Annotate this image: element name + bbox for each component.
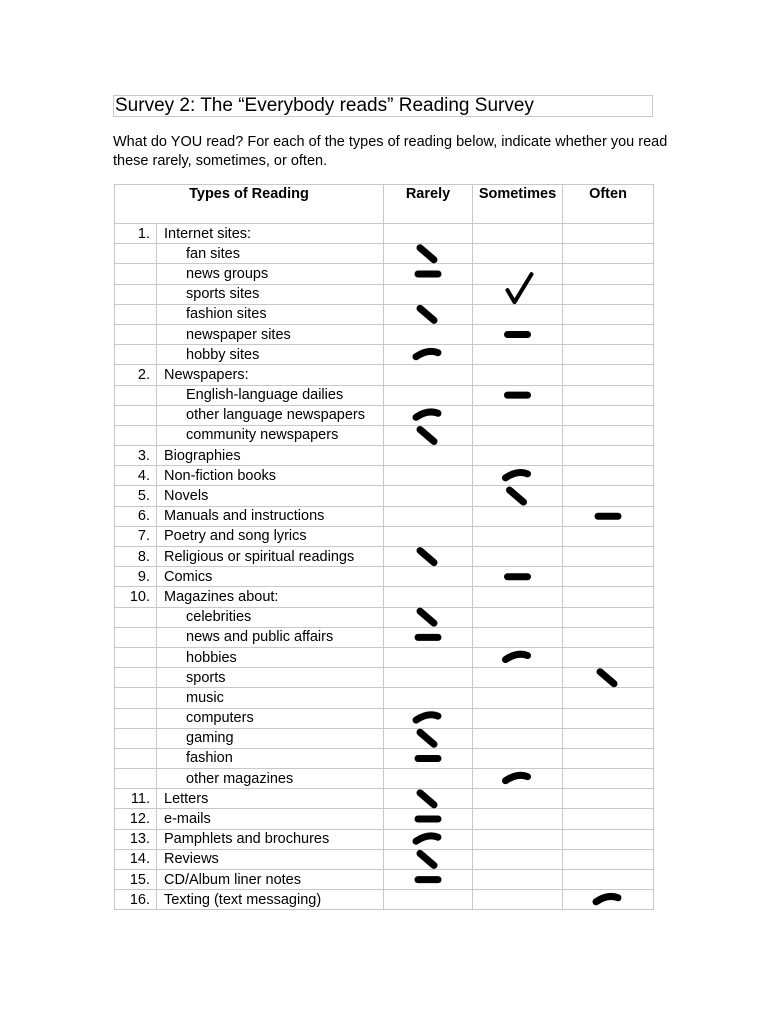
survey-row bbox=[115, 345, 654, 365]
rarely-cell[interactable] bbox=[384, 668, 473, 688]
reading-type-label: fashion bbox=[157, 748, 384, 768]
often-cell[interactable] bbox=[563, 587, 654, 607]
reading-type-label: news and public affairs bbox=[157, 627, 384, 647]
reading-type-label: computers bbox=[157, 708, 384, 728]
rarely-cell[interactable] bbox=[384, 365, 473, 385]
reading-type-label: Magazines about: bbox=[157, 587, 384, 607]
survey-title: Survey 2: The “Everybody reads” Reading Survey bbox=[113, 95, 653, 117]
reading-type-label: news groups bbox=[157, 264, 384, 284]
rarely-cell[interactable] bbox=[384, 627, 473, 647]
often-cell[interactable] bbox=[563, 668, 654, 688]
often-cell[interactable] bbox=[563, 829, 654, 849]
sometimes-cell[interactable] bbox=[473, 244, 563, 264]
reading-type-label: fan sites bbox=[157, 244, 384, 264]
sometimes-cell[interactable] bbox=[473, 486, 563, 506]
header-sometimes bbox=[473, 185, 563, 224]
reading-type-label: Comics bbox=[157, 567, 384, 587]
survey-row bbox=[115, 567, 654, 587]
sometimes-cell[interactable] bbox=[473, 446, 563, 466]
rarely-cell[interactable] bbox=[384, 688, 473, 708]
reading-type-label: hobbies bbox=[157, 647, 384, 667]
reading-type-label: other language newspapers bbox=[157, 405, 384, 425]
sometimes-cell[interactable] bbox=[473, 668, 563, 688]
sometimes-cell[interactable] bbox=[473, 224, 563, 244]
rarely-cell[interactable] bbox=[384, 748, 473, 768]
reading-type-label: Reviews bbox=[157, 849, 384, 869]
row-number bbox=[115, 345, 157, 365]
survey-row bbox=[115, 425, 654, 445]
sometimes-cell[interactable] bbox=[473, 849, 563, 869]
often-cell[interactable] bbox=[563, 769, 654, 789]
row-number bbox=[115, 284, 157, 304]
reading-type-label: Religious or spiritual readings bbox=[157, 547, 384, 567]
sometimes-cell[interactable] bbox=[473, 526, 563, 546]
row-number: 2. bbox=[115, 365, 157, 385]
sometimes-cell[interactable] bbox=[473, 809, 563, 829]
row-number bbox=[115, 627, 157, 647]
header-often: Often bbox=[563, 185, 654, 224]
survey-row bbox=[115, 324, 654, 344]
often-cell[interactable] bbox=[563, 466, 654, 486]
reading-type-label: sports sites bbox=[157, 284, 384, 304]
survey-row bbox=[115, 728, 654, 748]
rarely-cell[interactable] bbox=[384, 789, 473, 809]
row-number: 16. bbox=[115, 890, 157, 910]
rarely-cell[interactable] bbox=[384, 466, 473, 486]
sometimes-cell[interactable] bbox=[473, 385, 563, 405]
reading-type-label: newspaper sites bbox=[157, 324, 384, 344]
often-cell[interactable] bbox=[563, 547, 654, 567]
reading-type-label: Non-fiction books bbox=[157, 466, 384, 486]
rarely-cell[interactable] bbox=[384, 244, 473, 264]
row-number bbox=[115, 748, 157, 768]
rarely-cell[interactable] bbox=[384, 405, 473, 425]
row-number bbox=[115, 769, 157, 789]
sometimes-cell[interactable] bbox=[473, 728, 563, 748]
sometimes-cell[interactable] bbox=[473, 789, 563, 809]
sometimes-cell[interactable] bbox=[473, 324, 563, 344]
often-cell[interactable] bbox=[563, 224, 654, 244]
survey-row bbox=[115, 547, 654, 567]
reading-type-label: Letters bbox=[157, 789, 384, 809]
often-cell[interactable] bbox=[563, 809, 654, 829]
often-cell[interactable] bbox=[563, 748, 654, 768]
row-number bbox=[115, 688, 157, 708]
often-cell[interactable] bbox=[563, 506, 654, 526]
rarely-cell[interactable] bbox=[384, 224, 473, 244]
row-number bbox=[115, 607, 157, 627]
often-cell[interactable] bbox=[563, 365, 654, 385]
reading-type-label: CD/Album liner notes bbox=[157, 870, 384, 890]
often-cell[interactable] bbox=[563, 849, 654, 869]
sometimes-cell[interactable] bbox=[473, 769, 563, 789]
row-number: 14. bbox=[115, 849, 157, 869]
survey-row bbox=[115, 607, 654, 627]
reading-survey-table bbox=[114, 184, 654, 910]
sometimes-cell[interactable] bbox=[473, 466, 563, 486]
row-number bbox=[115, 304, 157, 324]
often-cell[interactable] bbox=[563, 607, 654, 627]
rarely-cell[interactable] bbox=[384, 567, 473, 587]
rarely-cell[interactable] bbox=[384, 708, 473, 728]
sometimes-cell[interactable] bbox=[473, 587, 563, 607]
often-cell[interactable] bbox=[563, 446, 654, 466]
survey-row bbox=[115, 668, 654, 688]
survey-row bbox=[115, 748, 654, 768]
often-cell[interactable] bbox=[563, 688, 654, 708]
survey-row bbox=[115, 809, 654, 829]
often-cell[interactable] bbox=[563, 890, 654, 910]
sometimes-cell[interactable] bbox=[473, 264, 563, 284]
reading-type-label: Novels bbox=[157, 486, 384, 506]
rarely-cell[interactable] bbox=[384, 506, 473, 526]
survey-row bbox=[115, 244, 654, 264]
header-types-of-reading: Types of Reading bbox=[115, 185, 384, 224]
sometimes-cell[interactable] bbox=[473, 284, 563, 304]
often-cell[interactable] bbox=[563, 284, 654, 304]
often-cell[interactable] bbox=[563, 486, 654, 506]
survey-row bbox=[115, 647, 654, 667]
reading-type-label: music bbox=[157, 688, 384, 708]
sometimes-cell[interactable] bbox=[473, 547, 563, 567]
survey-row bbox=[115, 446, 654, 466]
survey-row bbox=[115, 587, 654, 607]
reading-type-label: Internet sites: bbox=[157, 224, 384, 244]
sometimes-cell[interactable] bbox=[473, 345, 563, 365]
reading-type-label: other magazines bbox=[157, 769, 384, 789]
row-number: 10. bbox=[115, 587, 157, 607]
rarely-cell[interactable] bbox=[384, 547, 473, 567]
row-number bbox=[115, 647, 157, 667]
rarely-cell[interactable] bbox=[384, 890, 473, 910]
row-number: 11. bbox=[115, 789, 157, 809]
survey-row bbox=[115, 890, 654, 910]
sometimes-cell[interactable] bbox=[473, 627, 563, 647]
often-cell[interactable] bbox=[563, 304, 654, 324]
header-rarely: Rarely bbox=[384, 185, 473, 224]
survey-row bbox=[115, 708, 654, 728]
sometimes-cell[interactable] bbox=[473, 647, 563, 667]
survey-row bbox=[115, 688, 654, 708]
rarely-cell[interactable] bbox=[384, 849, 473, 869]
survey-row bbox=[115, 849, 654, 869]
row-number: 6. bbox=[115, 506, 157, 526]
survey-row bbox=[115, 264, 654, 284]
row-number bbox=[115, 728, 157, 748]
survey-row bbox=[115, 789, 654, 809]
reading-type-label: Biographies bbox=[157, 446, 384, 466]
often-cell[interactable] bbox=[563, 324, 654, 344]
reading-type-label: fashion sites bbox=[157, 304, 384, 324]
row-number: 12. bbox=[115, 809, 157, 829]
rarely-cell[interactable] bbox=[384, 284, 473, 304]
rarely-cell[interactable] bbox=[384, 728, 473, 748]
rarely-cell[interactable] bbox=[384, 607, 473, 627]
row-number: 4. bbox=[115, 466, 157, 486]
survey-row bbox=[115, 506, 654, 526]
survey-row bbox=[115, 486, 654, 506]
header-row bbox=[115, 185, 654, 224]
reading-type-label: e-mails bbox=[157, 809, 384, 829]
row-number bbox=[115, 668, 157, 688]
often-cell[interactable] bbox=[563, 526, 654, 546]
often-cell[interactable] bbox=[563, 345, 654, 365]
reading-type-label: Pamphlets and brochures bbox=[157, 829, 384, 849]
often-cell[interactable] bbox=[563, 264, 654, 284]
sometimes-cell[interactable] bbox=[473, 890, 563, 910]
survey-instructions: What do YOU read? For each of the types of reading below, indicate whether you read these rarely, sometimes, or often. bbox=[113, 134, 668, 169]
row-number bbox=[115, 264, 157, 284]
survey-row bbox=[115, 304, 654, 324]
reading-type-label: hobby sites bbox=[157, 345, 384, 365]
rarely-cell[interactable] bbox=[384, 304, 473, 324]
survey-row bbox=[115, 466, 654, 486]
often-cell[interactable] bbox=[563, 870, 654, 890]
often-cell[interactable] bbox=[563, 789, 654, 809]
sometimes-cell[interactable] bbox=[473, 304, 563, 324]
row-number: 8. bbox=[115, 547, 157, 567]
often-cell[interactable] bbox=[563, 647, 654, 667]
survey-row bbox=[115, 385, 654, 405]
row-number bbox=[115, 425, 157, 445]
rarely-cell[interactable] bbox=[384, 446, 473, 466]
sometimes-cell[interactable] bbox=[473, 748, 563, 768]
survey-row bbox=[115, 769, 654, 789]
reading-type-label: gaming bbox=[157, 728, 384, 748]
reading-type-label: Manuals and instructions bbox=[157, 506, 384, 526]
row-number bbox=[115, 708, 157, 728]
rarely-cell[interactable] bbox=[384, 425, 473, 445]
sometimes-cell[interactable] bbox=[473, 425, 563, 445]
rarely-cell[interactable] bbox=[384, 345, 473, 365]
row-number: 7. bbox=[115, 526, 157, 546]
rarely-cell[interactable] bbox=[384, 809, 473, 829]
row-number bbox=[115, 385, 157, 405]
reading-type-label: community newspapers bbox=[157, 425, 384, 445]
survey-row bbox=[115, 526, 654, 546]
often-cell[interactable] bbox=[563, 385, 654, 405]
header-sometimes-label: Sometimes bbox=[478, 186, 557, 202]
often-cell[interactable] bbox=[563, 405, 654, 425]
sometimes-cell[interactable] bbox=[473, 567, 563, 587]
often-cell[interactable] bbox=[563, 728, 654, 748]
often-cell[interactable] bbox=[563, 567, 654, 587]
reading-type-label: Newspapers: bbox=[157, 365, 384, 385]
rarely-cell[interactable] bbox=[384, 486, 473, 506]
rarely-cell[interactable] bbox=[384, 587, 473, 607]
often-cell[interactable] bbox=[563, 627, 654, 647]
survey-row bbox=[115, 224, 654, 244]
row-number: 5. bbox=[115, 486, 157, 506]
rarely-cell[interactable] bbox=[384, 264, 473, 284]
survey-row bbox=[115, 829, 654, 849]
reading-type-label: Texting (text messaging) bbox=[157, 890, 384, 910]
row-number: 1. bbox=[115, 224, 157, 244]
sometimes-cell[interactable] bbox=[473, 607, 563, 627]
sometimes-cell[interactable] bbox=[473, 506, 563, 526]
row-number: 15. bbox=[115, 870, 157, 890]
row-number bbox=[115, 324, 157, 344]
sometimes-cell[interactable] bbox=[473, 829, 563, 849]
rarely-cell[interactable] bbox=[384, 647, 473, 667]
sometimes-cell[interactable] bbox=[473, 405, 563, 425]
survey-row bbox=[115, 284, 654, 304]
reading-type-label: celebrities bbox=[157, 607, 384, 627]
row-number bbox=[115, 244, 157, 264]
reading-type-label: sports bbox=[157, 668, 384, 688]
rarely-cell[interactable] bbox=[384, 829, 473, 849]
sometimes-cell[interactable] bbox=[473, 870, 563, 890]
sometimes-cell[interactable] bbox=[473, 365, 563, 385]
sometimes-cell[interactable] bbox=[473, 708, 563, 728]
survey-row bbox=[115, 365, 654, 385]
reading-type-label: English-language dailies bbox=[157, 385, 384, 405]
often-cell[interactable] bbox=[563, 244, 654, 264]
rarely-cell[interactable] bbox=[384, 324, 473, 344]
rarely-cell[interactable] bbox=[384, 526, 473, 546]
row-number: 13. bbox=[115, 829, 157, 849]
rarely-cell[interactable] bbox=[384, 870, 473, 890]
rarely-cell[interactable] bbox=[384, 769, 473, 789]
reading-type-label: Poetry and song lyrics bbox=[157, 526, 384, 546]
row-number bbox=[115, 405, 157, 425]
row-number: 9. bbox=[115, 567, 157, 587]
sometimes-cell[interactable] bbox=[473, 688, 563, 708]
survey-row bbox=[115, 405, 654, 425]
rarely-cell[interactable] bbox=[384, 385, 473, 405]
survey-row bbox=[115, 870, 654, 890]
often-cell[interactable] bbox=[563, 708, 654, 728]
row-number: 3. bbox=[115, 446, 157, 466]
survey-row bbox=[115, 627, 654, 647]
often-cell[interactable] bbox=[563, 425, 654, 445]
